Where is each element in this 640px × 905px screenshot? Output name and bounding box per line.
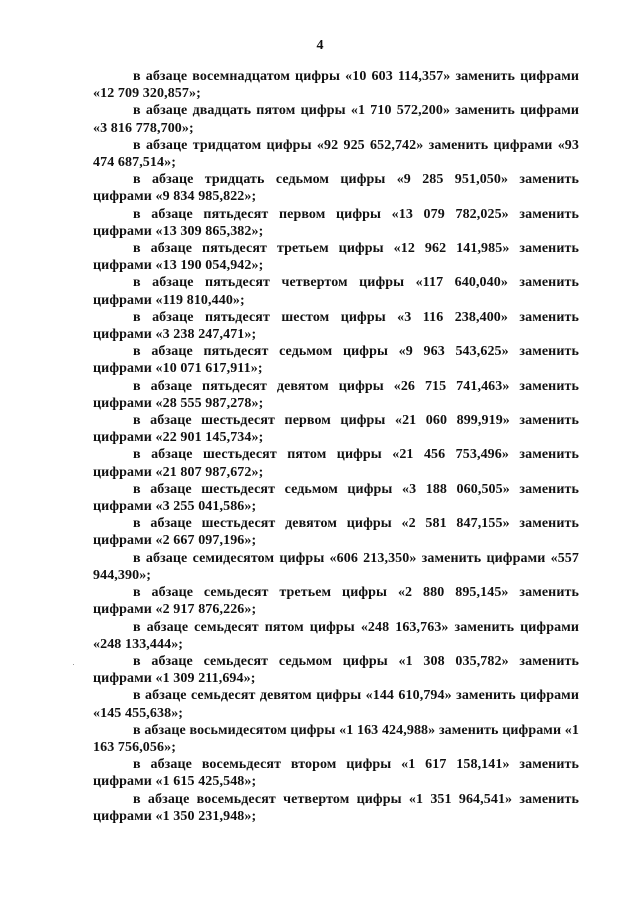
amendment-paragraph-70: в абзаце семидесятом цифры «606 213,350» заменить цифрами «557 944,390»; (93, 550, 579, 583)
amendment-paragraph-84: в абзаце восемьдесят четвертом цифры «1 351 964,541» заменить цифрами «1 350 231,948»; (93, 791, 579, 824)
amendment-paragraph-79: в абзаце семьдесят девятом цифры «144 610,794» заменить цифрами «145 455,638»; (93, 688, 579, 721)
amendment-paragraph-59: в абзаце пятьдесят девятом цифры «26 715 741,463» заменить цифрами «28 555 987,278»; (93, 378, 579, 411)
amendment-paragraph-67: в абзаце шестьдесят седьмом цифры «3 188 060,505» заменить цифрами «3 255 041,586»; (93, 481, 579, 515)
page-number: 4 (316, 38, 324, 53)
amendment-paragraph-57: в абзаце пятьдесят седьмом цифры «9 963 543,625» заменить цифрами «10 071 617,911»; (93, 344, 579, 377)
amendment-paragraph-53: в абзаце пятьдесят третьем цифры «12 962 141,985» заменить цифрами «13 190 054,942»; (93, 241, 579, 274)
amendment-paragraph-69: в абзаце шестьдесят девятом цифры «2 581 847,155» заменить цифрами «2 667 097,196»; (93, 516, 579, 549)
amendment-paragraph-80: в абзаце восьмидесятом цифры «1 163 424,988» заменить цифрами «1 163 756,056»; (93, 722, 579, 755)
scan-speck (73, 664, 74, 665)
amendment-paragraph-37: в абзаце тридцать седьмом цифры «9 285 951,050» заменить цифрами «9 834 985,822»; (93, 172, 579, 205)
amendment-paragraph-73: в абзаце семьдесят третьем цифры «2 880 895,145» заменить цифрами «2 917 876,226»; (93, 585, 579, 618)
amendment-paragraph-25: в абзаце двадцать пятом цифры «1 710 572,200» заменить цифрами «3 816 778,700»; (93, 103, 579, 136)
amendment-paragraph-30: в абзаце тридцатом цифры «92 925 652,742» заменить цифрами «93 474 687,514»; (93, 137, 579, 171)
amendment-paragraph-61: в абзаце шестьдесят первом цифры «21 060 899,919» заменить цифрами «22 901 145,734»; (93, 413, 579, 446)
amendment-paragraph-51: в абзаце пятьдесят первом цифры «13 079 782,025» заменить цифрами «13 309 865,382»; (93, 206, 579, 239)
amendment-paragraph-82: в абзаце восемьдесят втором цифры «1 617 158,141» заменить цифрами «1 615 425,548»; (93, 757, 579, 790)
amendment-paragraph-56: в абзаце пятьдесят шестом цифры «3 116 238,400» заменить цифрами «3 238 247,471»; (93, 309, 579, 343)
amendment-paragraph-54: в абзаце пятьдесят четвертом цифры «117 640,040» заменить цифрами «119 810,440»; (93, 275, 579, 308)
document-body (93, 68, 579, 825)
amendment-paragraph-65: в абзаце шестьдесят пятом цифры «21 456 753,496» заменить цифрами «21 807 987,672»; (93, 447, 579, 480)
amendment-paragraph-18: в абзаце восемнадцатом цифры «10 603 114,357» заменить цифрами «12 709 320,857»; (93, 69, 579, 102)
amendment-paragraph-75: в абзаце семьдесят пятом цифры «248 163,763» заменить цифрами «248 133,444»; (93, 619, 579, 652)
amendment-paragraph-77: в абзаце семьдесят седьмом цифры «1 308 035,782» заменить цифрами «1 309 211,694»; (93, 653, 579, 687)
